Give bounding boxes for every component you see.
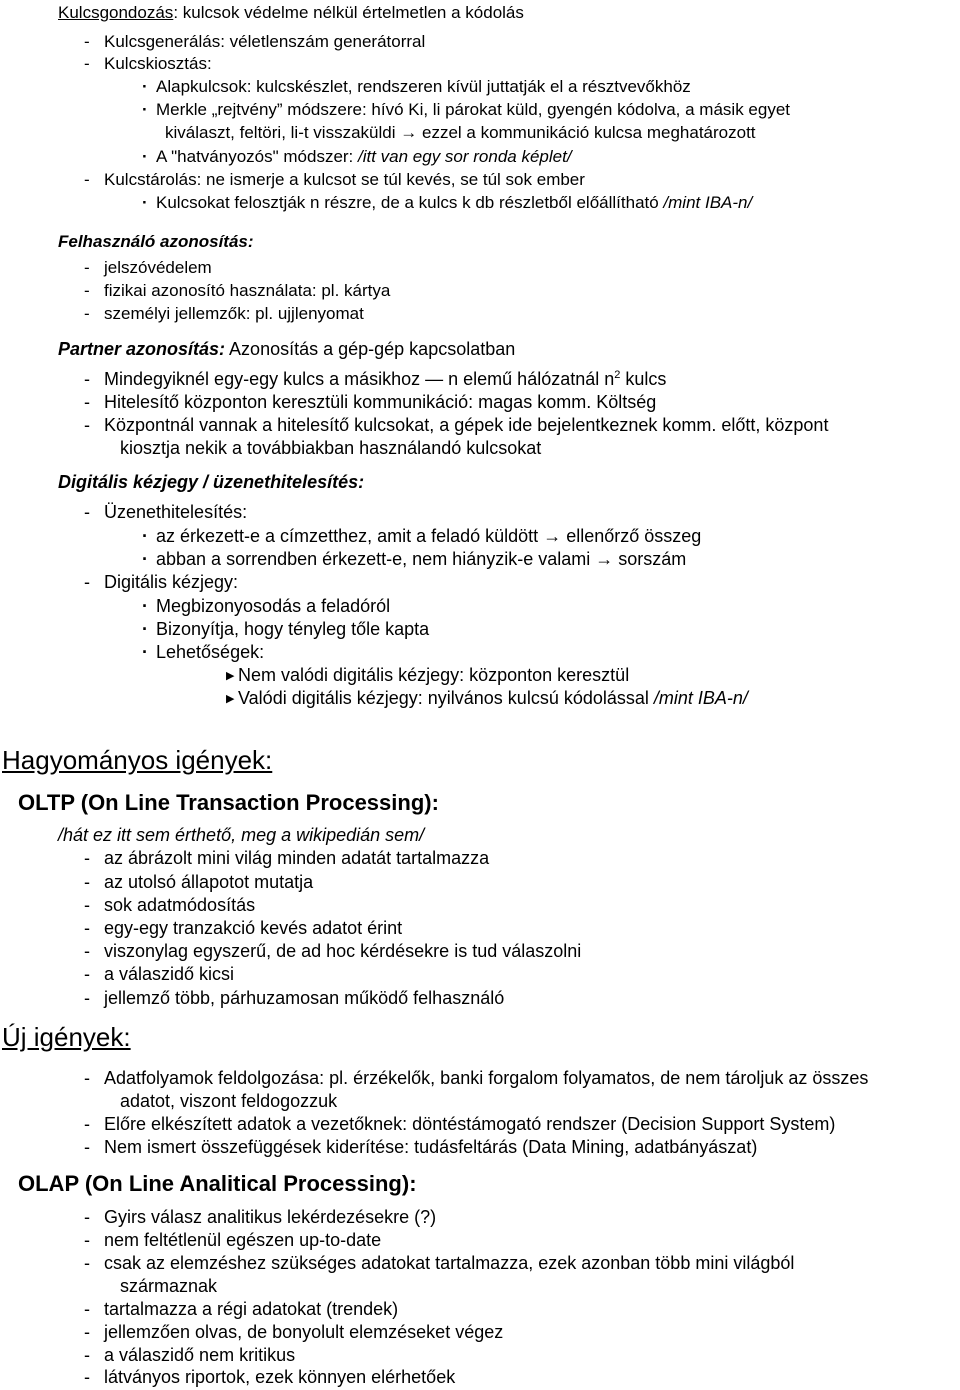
sub-item: · Lehetőségek: [142,642,265,662]
list-item: - Kulcsgenerálás: véletlenszám generátorral [84,32,426,51]
list-item: - Gyirs válasz analitikus lekérdezésekre (?) [84,1207,437,1227]
oltp-note: /hát ez itt sem érthető, meg a wikipedián sem/ [58,825,425,845]
sub-item: · Merkle „rejtvény” módszere: hívó Ki, li párokat küld, gyengén kódolva, a másik egyet [142,100,791,119]
sub-item: · Alapkulcsok: kulcskészlet, rendszeren kívül juttatják el a résztvevőkhöz [142,77,691,96]
key-management-heading-line [58,3,524,23]
list-item: - az utolsó állapotot mutatja [84,872,314,892]
list-item: - jellemzően olvas, de bonyolult elemzéseket végez [84,1322,504,1342]
list-item: - csak az elemzéshez szükséges adatokat tartalmazza, ezek azonban több mini világból [84,1253,795,1273]
list-item: - Előre elkészített adatok a vezetőknek: döntéstámogató rendszer (Decision Support System) [84,1114,836,1134]
sub-sub-item: ▶ Nem valódi digitális kézjegy: központon keresztül [226,665,630,685]
sub-sub-item: ▶ Valódi digitális kézjegy: nyilvános kulcsú kódolással /mint IBA-n/ [226,688,748,708]
list-item-continuation: adatot, viszont feldogozzuk [120,1091,338,1111]
sub-item: · Megbizonyosodás a feladóról [142,596,391,616]
signature-heading: Digitális kézjegy / üzenethitelesítés: [58,472,365,492]
list-item: - Digitális kézjegy: [84,572,239,592]
list-item-continuation: kiosztja nekik a továbbiakban használandó kulcsokat [120,438,542,458]
list-item: - személyi jellemzők: pl. ujjlenyomat [84,304,364,323]
list-item: - sok adatmódosítás [84,895,256,915]
olap-heading: OLAP (On Line Analitical Processing): [18,1171,417,1196]
list-item: - Központnál vannak a hitelesítő kulcsokat, a gépek ide bejelentkeznek komm. előtt, központ [84,415,829,435]
partner-auth-heading-line: Partner azonosítás: Azonosítás a gép-gép kapcsolatban [58,339,516,359]
sub-item: · abban a sorrendben érkezett-e, nem hiányzik-e valami → sorszám [142,549,687,569]
arrow-right-icon: → [595,549,614,569]
list-item: - Mindegyiknél egy-egy kulcs a másikhoz — n elemű hálózatnál $n^2$ kulcs [84,369,667,389]
list-item: - Üzenethitelesítés: [84,502,248,522]
list-item: - a válaszidő kicsi [84,964,235,984]
sub-item-continuation: kiválaszt, feltöri, li-t visszaküldi → ezzel a kommunikáció kulcsa meghatározott [165,123,756,142]
oltp-heading: OLTP (On Line Transaction Processing): [18,790,439,815]
list-item: - jelszóvédelem [84,258,212,277]
list-item: - viszonylag egyszerű, de ad hoc kérdésekre is tud válaszolni [84,941,582,961]
list-item: - látványos riportok, ezek könnyen elérhetőek [84,1367,456,1387]
sub-item: · az érkezett-e a címzetthez, amit a feladó küldött → ellenőrző összeg [142,526,702,546]
triangle-bullet-icon: ▶ [226,670,235,682]
list-item: - Kulcstárolás: ne ismerje a kulcsot se túl kevés, se túl sok ember [84,170,585,189]
list-item: - egy-egy tranzakció kevés adatot érint [84,918,403,938]
sub-item: · Kulcsokat felosztják n részre, de a kulcs k db részletből előállítható /mint IBA-n/ [142,193,753,212]
key-management-heading: Kulcsgondozás [58,3,174,22]
list-item: - Hitelesítő központon keresztüli kommunikáció: magas komm. Költség [84,392,657,412]
partner-auth-heading: Partner azonosítás: [58,339,226,359]
list-item: - Adatfolyamok feldolgozása: pl. érzékelők, banki forgalom folyamatos, de nem tároljuk az összes [84,1068,869,1088]
arrow-right-icon: → [543,526,562,546]
list-item: - Kulcskiosztás: [84,54,212,73]
list-item: - a válaszidő nem kritikus [84,1345,296,1365]
list-item-continuation: származnak [120,1276,218,1296]
sub-item: · Bizonyítja, hogy tényleg tőle kapta [142,619,430,639]
key-management-intro: : kulcsok védelme nélkül értelmetlen a kódolás [173,3,524,22]
arrow-right-icon: → [400,123,418,142]
list-item: - nem feltétlenül egészen up-to-date [84,1230,382,1250]
list-item: - tartalmazza a régi adatokat (trendek) [84,1299,399,1319]
list-item: - az ábrázolt mini világ minden adatát tartalmazza [84,848,490,868]
traditional-heading: Hagyományos igények: [2,745,273,775]
user-auth-heading: Felhasználó azonosítás: [58,232,254,251]
list-item: - fizikai azonosító használata: pl. kártya [84,281,391,300]
list-item: - jellemző több, párhuzamosan működő felhasználó [84,988,505,1008]
new-needs-heading: Új igények: [2,1022,131,1052]
sub-item: · A "hatványozós" módszer: /itt van egy sor ronda képlet/ [142,147,572,166]
list-item: - Nem ismert összefüggések kiderítése: tudásfeltárás (Data Mining, adatbányászat) [84,1137,758,1157]
triangle-bullet-icon: ▶ [226,693,235,705]
